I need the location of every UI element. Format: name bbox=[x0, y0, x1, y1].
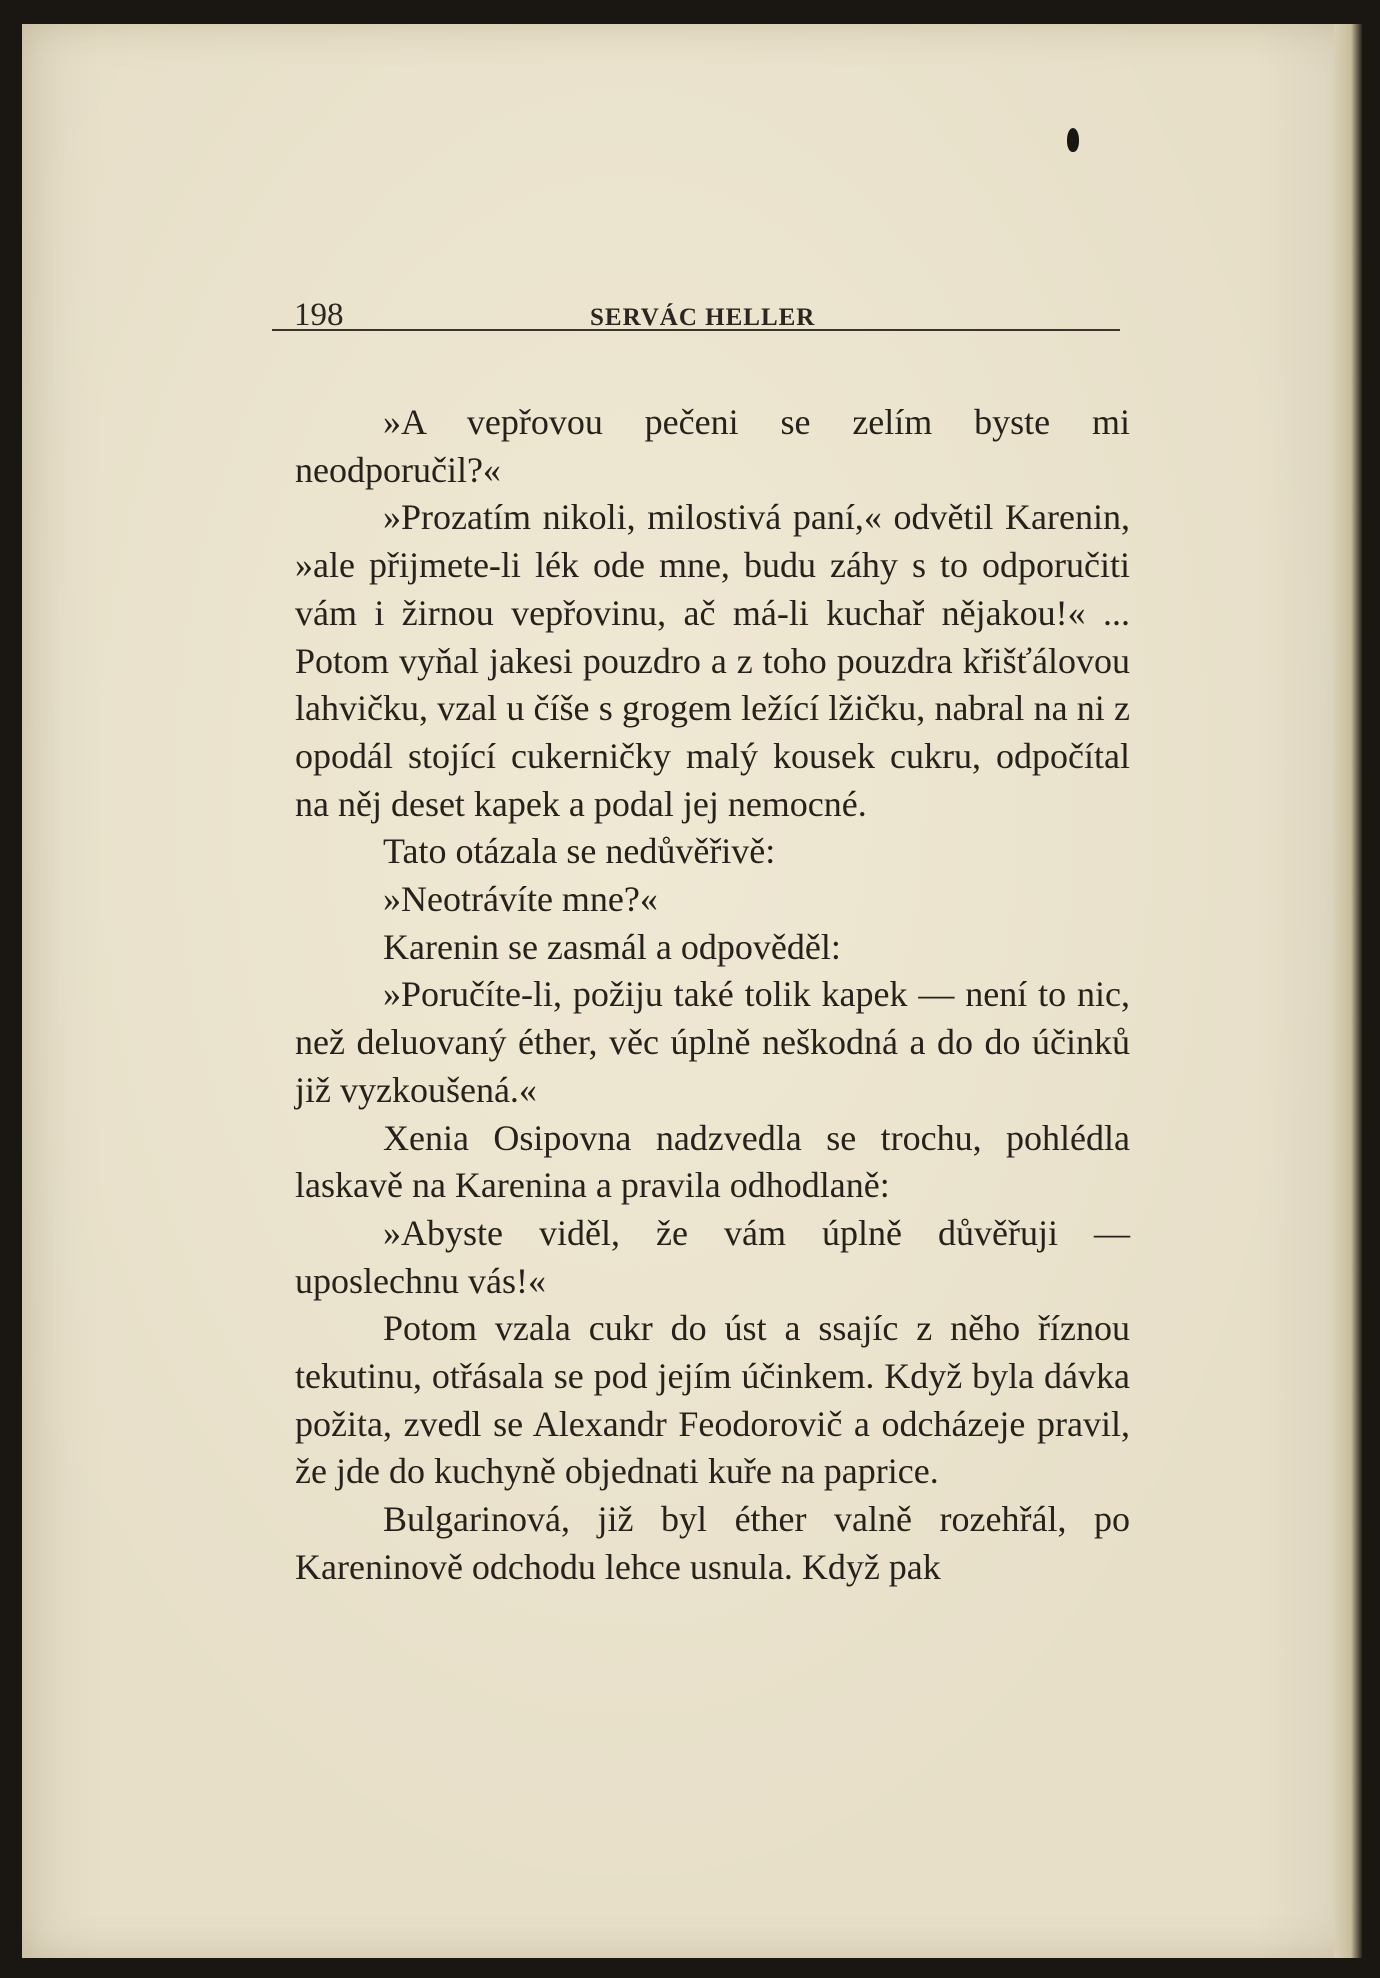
ink-mark bbox=[1067, 128, 1079, 152]
paragraph: Xenia Osipovna nadzvedla se trochu, pohlédla laskavě na Karenina a pravila odhodlaně: bbox=[295, 1117, 1130, 1206]
paragraph: Potom vzala cukr do úst a ssajíc z něho říznou tekutinu, otřásala se pod jejím účinkem. Když byla dávka požita, zvedl se Alexandr Feodorovič a odcházeje pravil, že jde do kuchyně objednati kuře na paprice. bbox=[295, 1308, 1130, 1492]
paragraph: Karenin se zasmál a odpověděl: bbox=[383, 926, 841, 967]
body-text bbox=[295, 399, 1130, 1592]
paragraph: »Poručíte-li, požiju také tolik kapek — není to nic, než deluovaný éther, věc úplně neškodná a do do účinků již vyzkoušená.« bbox=[295, 974, 1130, 1110]
page-edge bbox=[1334, 24, 1362, 1958]
running-head: SERVÁC HELLER bbox=[590, 304, 816, 331]
paragraph: »Prozatím nikoli, milostivá paní,« odvětil Karenin, »ale přijmete-li lék ode mne, budu záhy s to odporučiti vám i žirnou vepřovinu, ač má-li kuchař nějakou!« ... Potom vyňal jakesi pouzdro a z toho pouzdra křišťálovou lahvičku, vzal u číše s grogem ležící lžičku, nabral na ni z opodál stojící cukerničky malý kousek cukru, odpočítal na něj deset kapek a podal jej nemocné. bbox=[295, 497, 1130, 824]
paragraph: Tato otázala se nedůvěřivě: bbox=[383, 831, 776, 872]
paragraph: »Neotrávíte mne?« bbox=[383, 879, 658, 920]
paragraph: »A vepřovou pečeni se zelím byste mi neodporučil?« bbox=[295, 402, 1130, 490]
page-number: 198 bbox=[294, 297, 344, 333]
paragraph: »Abyste viděl, že vám úplně důvěřuji — uposlechnu vás!« bbox=[295, 1212, 1130, 1301]
paragraph: Bulgarinová, již byl éther valně rozehřál, po Kareninově odchodu lehce usnula. Když pak bbox=[295, 1499, 1130, 1587]
page-header bbox=[272, 289, 1120, 331]
book-page bbox=[22, 24, 1362, 1958]
